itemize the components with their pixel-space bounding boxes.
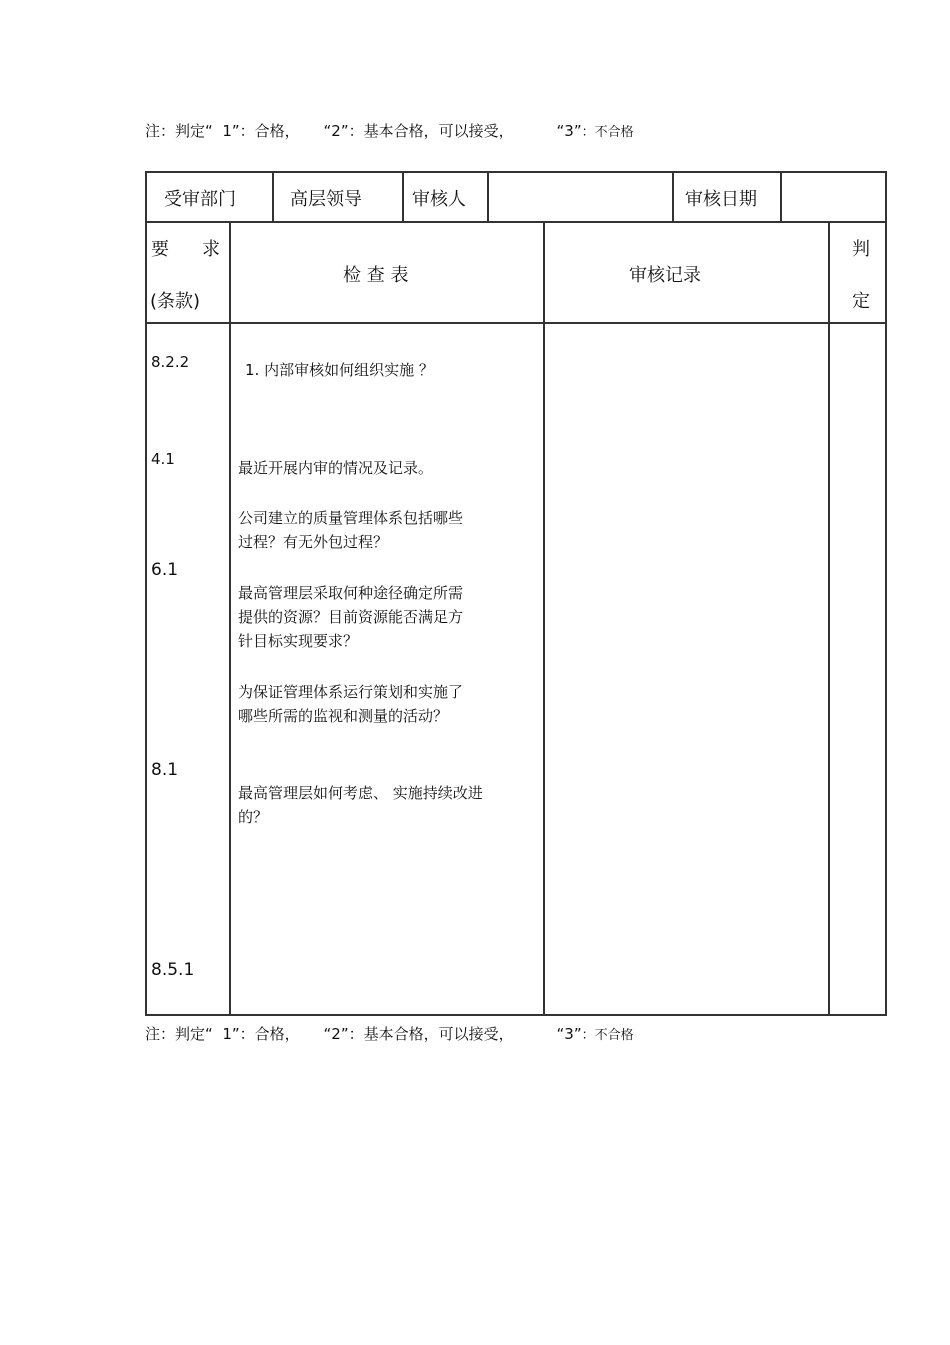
note-prefix: 注：判定“ [145,1025,213,1043]
col-sep-record [828,221,830,1016]
judge-header-char1: 判 [852,239,870,260]
note-top [145,120,634,141]
clause-number: 6.1 [151,560,179,580]
note-bottom [145,1023,634,1044]
record-header: 审核记录 [629,265,701,286]
question-line: 过程？有无外包过程？ [238,533,389,551]
question-line: 为保证管理体系运行策划和实施了 [238,683,464,701]
requirement-header-char2: 求 [202,239,220,260]
note-grade-3-text: ：不合格 [581,1028,634,1043]
clause-number: 8.2.2 [151,353,190,371]
question-line: 的？ [238,808,269,826]
note-grade-1-text: ”：合格， [231,1025,300,1043]
row1-sep-1 [272,171,274,222]
question-line: 公司建立的质量管理体系包括哪些 [238,509,464,527]
checklist-question [238,456,433,480]
question-line: 1. 内部审核如何组织实施 ？ [245,361,434,379]
checklist-question [238,581,463,653]
question-line: 最高管理层采取何种途径确定所需 [238,584,464,602]
checklist-question [238,506,463,554]
question-line: 最高管理层如何考虑、 实施持续改进 [238,784,483,802]
date-label: 审核日期 [685,189,757,210]
note-grade-2: “2” [323,122,349,140]
checklist-question [245,358,434,382]
note-grade-2-text: ：基本合格，可以接受， [348,122,514,140]
checklist-question [238,781,483,829]
auditor-label: 审核人 [412,189,466,210]
clause-number: 8.5.1 [151,960,195,980]
question-line: 最近开展内审的情况及记录。 [238,459,434,477]
question-line: 针目标实现要求？ [238,632,359,650]
clause-number: 8.1 [151,760,179,780]
question-line: 提供的资源？目前资源能否满足方 [238,608,464,626]
note-grade-1-text: ”：合格， [231,122,300,140]
note-grade-2-text: ：基本合格，可以接受， [348,1025,514,1043]
col-sep-requirement [229,221,231,1016]
checklist-question [238,680,463,728]
note-prefix: 注：判定“ [145,122,213,140]
clause-number: 4.1 [151,450,175,468]
row2-bottom-line [145,322,887,324]
note-grade-1: 1 [222,1025,232,1043]
note-grade-3-text: ：不合格 [581,125,634,140]
note-grade-3: “3” [556,122,582,140]
requirement-header-char1: 要 [151,239,169,260]
row1-sep-4 [672,171,674,222]
row1-bottom-line [145,221,887,223]
dept-label: 受审部门 [164,189,236,210]
row1-sep-3 [487,171,489,222]
question-line: 哪些所需的监视和测量的活动？ [238,707,449,725]
dept-value: 高层领导 [290,189,362,210]
checklist-header: 检 查 表 [343,265,409,286]
note-grade-1: 1 [222,122,232,140]
note-grade-2: “2” [323,1025,349,1043]
note-grade-3: “3” [556,1025,582,1043]
requirement-header-clause: (条款) [150,291,201,312]
row1-sep-5 [780,171,782,222]
row1-sep-2 [402,171,404,222]
col-sep-checklist [543,221,545,1016]
judge-header-char2: 定 [852,291,870,312]
